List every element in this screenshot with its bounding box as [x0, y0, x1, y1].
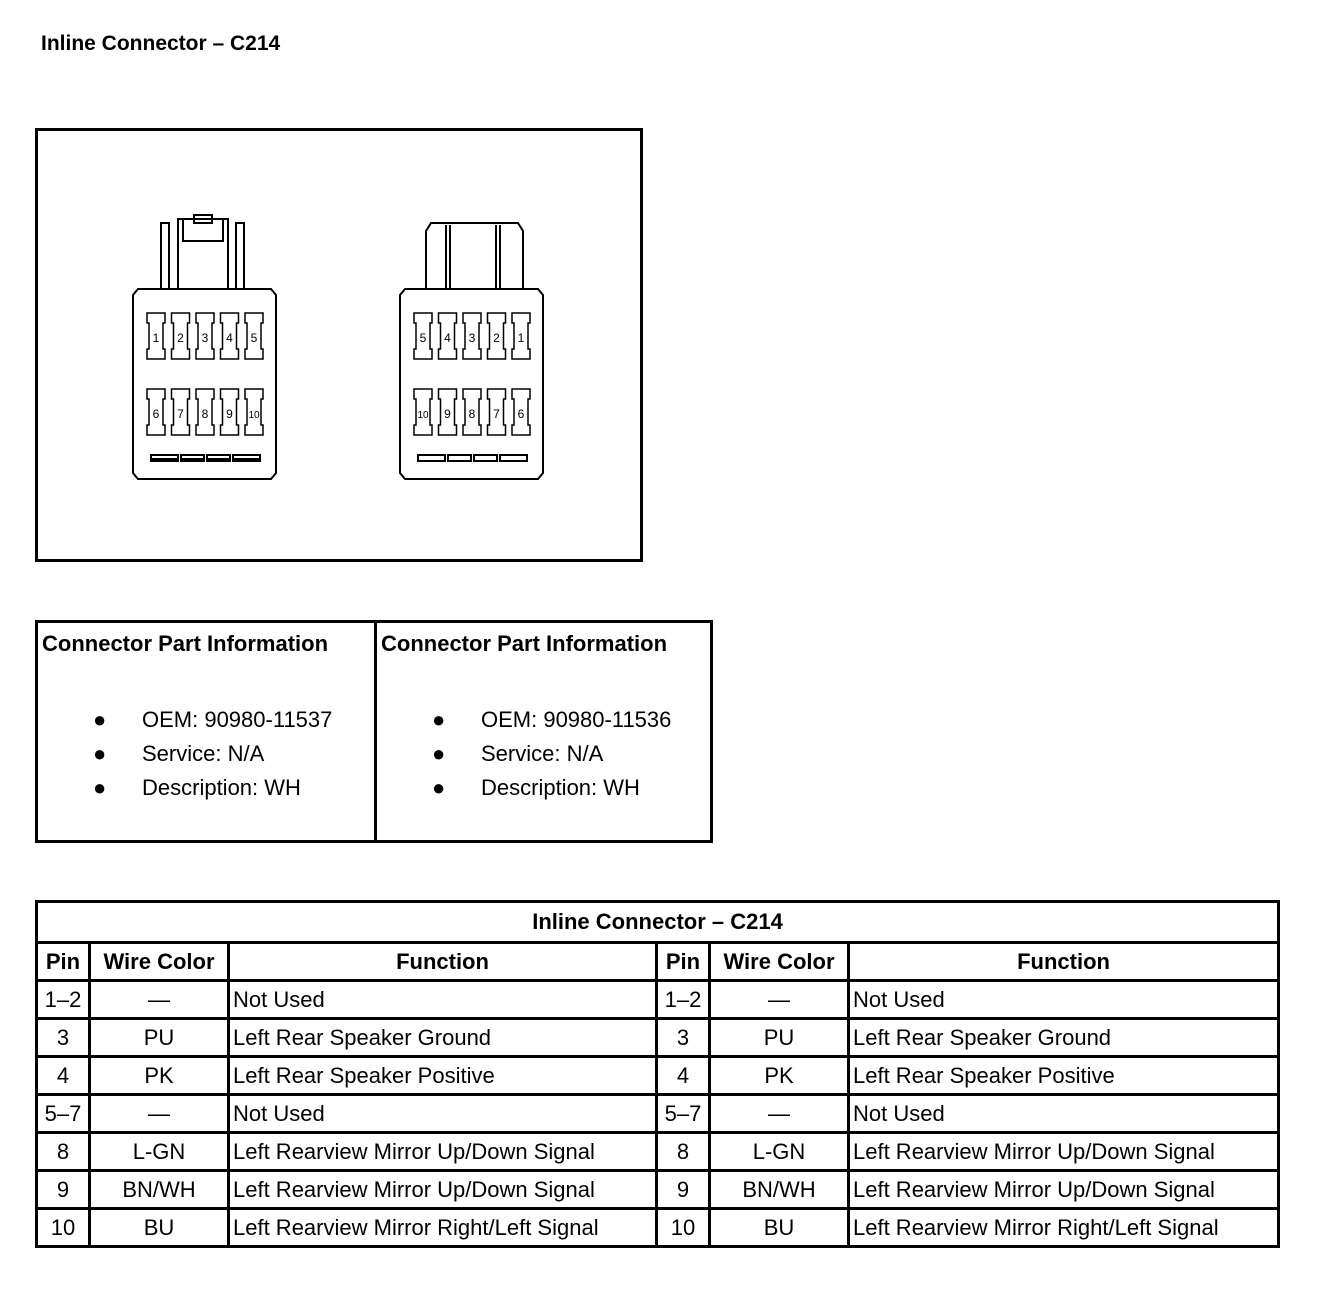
pin-terminal	[196, 313, 214, 359]
bullet-icon: ●	[93, 775, 107, 800]
pin-number-label: 5	[419, 331, 427, 345]
pin-number-label: 6	[517, 407, 525, 421]
table-cell: Left Rearview Mirror Up/Down Signal	[849, 1171, 1279, 1209]
table-cell: 9	[37, 1171, 90, 1209]
pin-number-label: 3	[201, 331, 209, 345]
connector-part-info-table	[35, 620, 713, 843]
connector-info-text: Description: WH	[142, 775, 301, 800]
connector-drawing	[38, 131, 640, 559]
connector-info-heading: Connector Part Information	[381, 631, 668, 656]
table-cell: 4	[37, 1057, 90, 1095]
connector-diagram	[35, 128, 643, 562]
table-cell: Left Rear Speaker Ground	[849, 1019, 1279, 1057]
pin-terminal	[245, 313, 263, 359]
table-cell: 1–2	[37, 981, 90, 1019]
connector-info-text: Description: WH	[481, 775, 640, 800]
table-cell: Not Used	[849, 1095, 1279, 1133]
table-cell: 10	[657, 1209, 710, 1247]
connector-info-item	[377, 737, 671, 771]
pin-number-label: 6	[152, 407, 160, 421]
table-cell: BN/WH	[90, 1171, 229, 1209]
right-connector	[400, 223, 543, 479]
table-cell: Left Rearview Mirror Up/Down Signal	[229, 1133, 657, 1171]
connector-info-item	[377, 703, 671, 737]
bullet-icon: ●	[432, 707, 446, 732]
pin-terminal	[512, 313, 530, 359]
column-header: Wire Color	[90, 943, 229, 981]
table-cell: L-GN	[710, 1133, 849, 1171]
table-cell: 10	[37, 1209, 90, 1247]
pin-terminal	[196, 389, 214, 435]
table-cell: PU	[710, 1019, 849, 1057]
table-cell: PU	[90, 1019, 229, 1057]
table-row	[37, 1133, 1279, 1171]
bullet-icon: ●	[432, 775, 446, 800]
connector-info-list	[38, 703, 332, 805]
right-connector-pins	[414, 313, 530, 435]
table-row	[37, 981, 1279, 1019]
connector-info-text: Service: N/A	[481, 741, 604, 766]
pin-number-label: 5	[250, 331, 258, 345]
table-row	[37, 1019, 1279, 1057]
table-row	[37, 1057, 1279, 1095]
pin-terminal	[512, 389, 530, 435]
column-header: Function	[849, 943, 1279, 981]
connector-info-list	[377, 703, 671, 805]
connector-info-item	[38, 737, 332, 771]
pin-function-table	[35, 900, 1280, 1248]
left-connector	[133, 215, 276, 479]
pin-number-label: 8	[201, 407, 209, 421]
table-caption-row	[37, 902, 1279, 943]
connector-info-item	[38, 703, 332, 737]
table-cell: 4	[657, 1057, 710, 1095]
table-cell: 8	[657, 1133, 710, 1171]
page-title: Inline Connector – C214	[41, 32, 281, 55]
connector-info-text: OEM: 90980-11536	[481, 707, 672, 732]
connector-info-item	[38, 771, 332, 805]
pin-number-label: 3	[468, 331, 476, 345]
pin-terminal	[147, 389, 165, 435]
table-cell: 5–7	[657, 1095, 710, 1133]
table-cell: 3	[657, 1019, 710, 1057]
table-cell: —	[710, 1095, 849, 1133]
pin-terminal	[414, 313, 432, 359]
bullet-icon: ●	[93, 707, 107, 732]
table-cell: Left Rearview Mirror Right/Left Signal	[229, 1209, 657, 1247]
pin-number-label: 1	[152, 331, 160, 345]
table-cell: 3	[37, 1019, 90, 1057]
column-header: Wire Color	[710, 943, 849, 981]
table-cell: Left Rear Speaker Ground	[229, 1019, 657, 1057]
connector-info-left	[38, 623, 374, 840]
pin-number-label: 4	[226, 331, 233, 345]
column-header: Function	[229, 943, 657, 981]
connector-info-right	[374, 623, 710, 840]
column-header: Pin	[37, 943, 90, 981]
connector-info-item	[377, 771, 671, 805]
pin-number-label: 10	[417, 410, 429, 421]
pin-terminal	[221, 389, 239, 435]
pin-number-label: 9	[444, 407, 451, 421]
table-cell: 8	[37, 1133, 90, 1171]
pin-number-label: 2	[493, 331, 500, 345]
pin-terminal	[221, 313, 239, 359]
table-cell: PK	[90, 1057, 229, 1095]
pin-terminal	[463, 313, 481, 359]
pin-number-label: 2	[177, 331, 184, 345]
table-row	[37, 1095, 1279, 1133]
table-cell: Not Used	[849, 981, 1279, 1019]
pin-terminal	[147, 313, 165, 359]
table-cell: BU	[710, 1209, 849, 1247]
pin-table-body	[37, 981, 1279, 1247]
table-row	[37, 1209, 1279, 1247]
pin-terminal	[414, 389, 432, 435]
bullet-icon: ●	[93, 741, 107, 766]
pin-terminal	[172, 313, 190, 359]
table-caption: Inline Connector – C214	[37, 902, 1279, 943]
pin-number-label: 10	[248, 410, 260, 421]
pin-number-label: 4	[444, 331, 451, 345]
pin-terminal	[439, 313, 457, 359]
pin-terminal	[245, 389, 263, 435]
table-cell: 9	[657, 1171, 710, 1209]
pin-terminal	[172, 389, 190, 435]
table-cell: BN/WH	[710, 1171, 849, 1209]
pin-terminal	[488, 389, 506, 435]
left-connector-pins	[147, 313, 263, 435]
table-cell: L-GN	[90, 1133, 229, 1171]
table-cell: Not Used	[229, 1095, 657, 1133]
table-row	[37, 1171, 1279, 1209]
table-cell: —	[90, 1095, 229, 1133]
pin-number-label: 1	[517, 331, 525, 345]
pin-terminal	[439, 389, 457, 435]
connector-info-text: Service: N/A	[142, 741, 265, 766]
pin-number-label: 7	[493, 407, 500, 421]
table-cell: 5–7	[37, 1095, 90, 1133]
table-cell: Left Rear Speaker Positive	[229, 1057, 657, 1095]
table-cell: Left Rearview Mirror Right/Left Signal	[849, 1209, 1279, 1247]
pin-number-label: 8	[468, 407, 476, 421]
pin-number-label: 7	[177, 407, 184, 421]
connector-info-heading: Connector Part Information	[42, 631, 329, 656]
table-cell: BU	[90, 1209, 229, 1247]
pin-terminal	[488, 313, 506, 359]
column-header: Pin	[657, 943, 710, 981]
table-cell: Left Rear Speaker Positive	[849, 1057, 1279, 1095]
table-cell: Not Used	[229, 981, 657, 1019]
bullet-icon: ●	[432, 741, 446, 766]
table-header-row	[37, 943, 1279, 981]
pin-terminal	[463, 389, 481, 435]
connector-info-text: OEM: 90980-11537	[142, 707, 333, 732]
table-cell: Left Rearview Mirror Up/Down Signal	[229, 1171, 657, 1209]
table-cell: PK	[710, 1057, 849, 1095]
table-cell: —	[90, 981, 229, 1019]
table-cell: 1–2	[657, 981, 710, 1019]
table-cell: Left Rearview Mirror Up/Down Signal	[849, 1133, 1279, 1171]
table-cell: —	[710, 981, 849, 1019]
pin-number-label: 9	[226, 407, 233, 421]
